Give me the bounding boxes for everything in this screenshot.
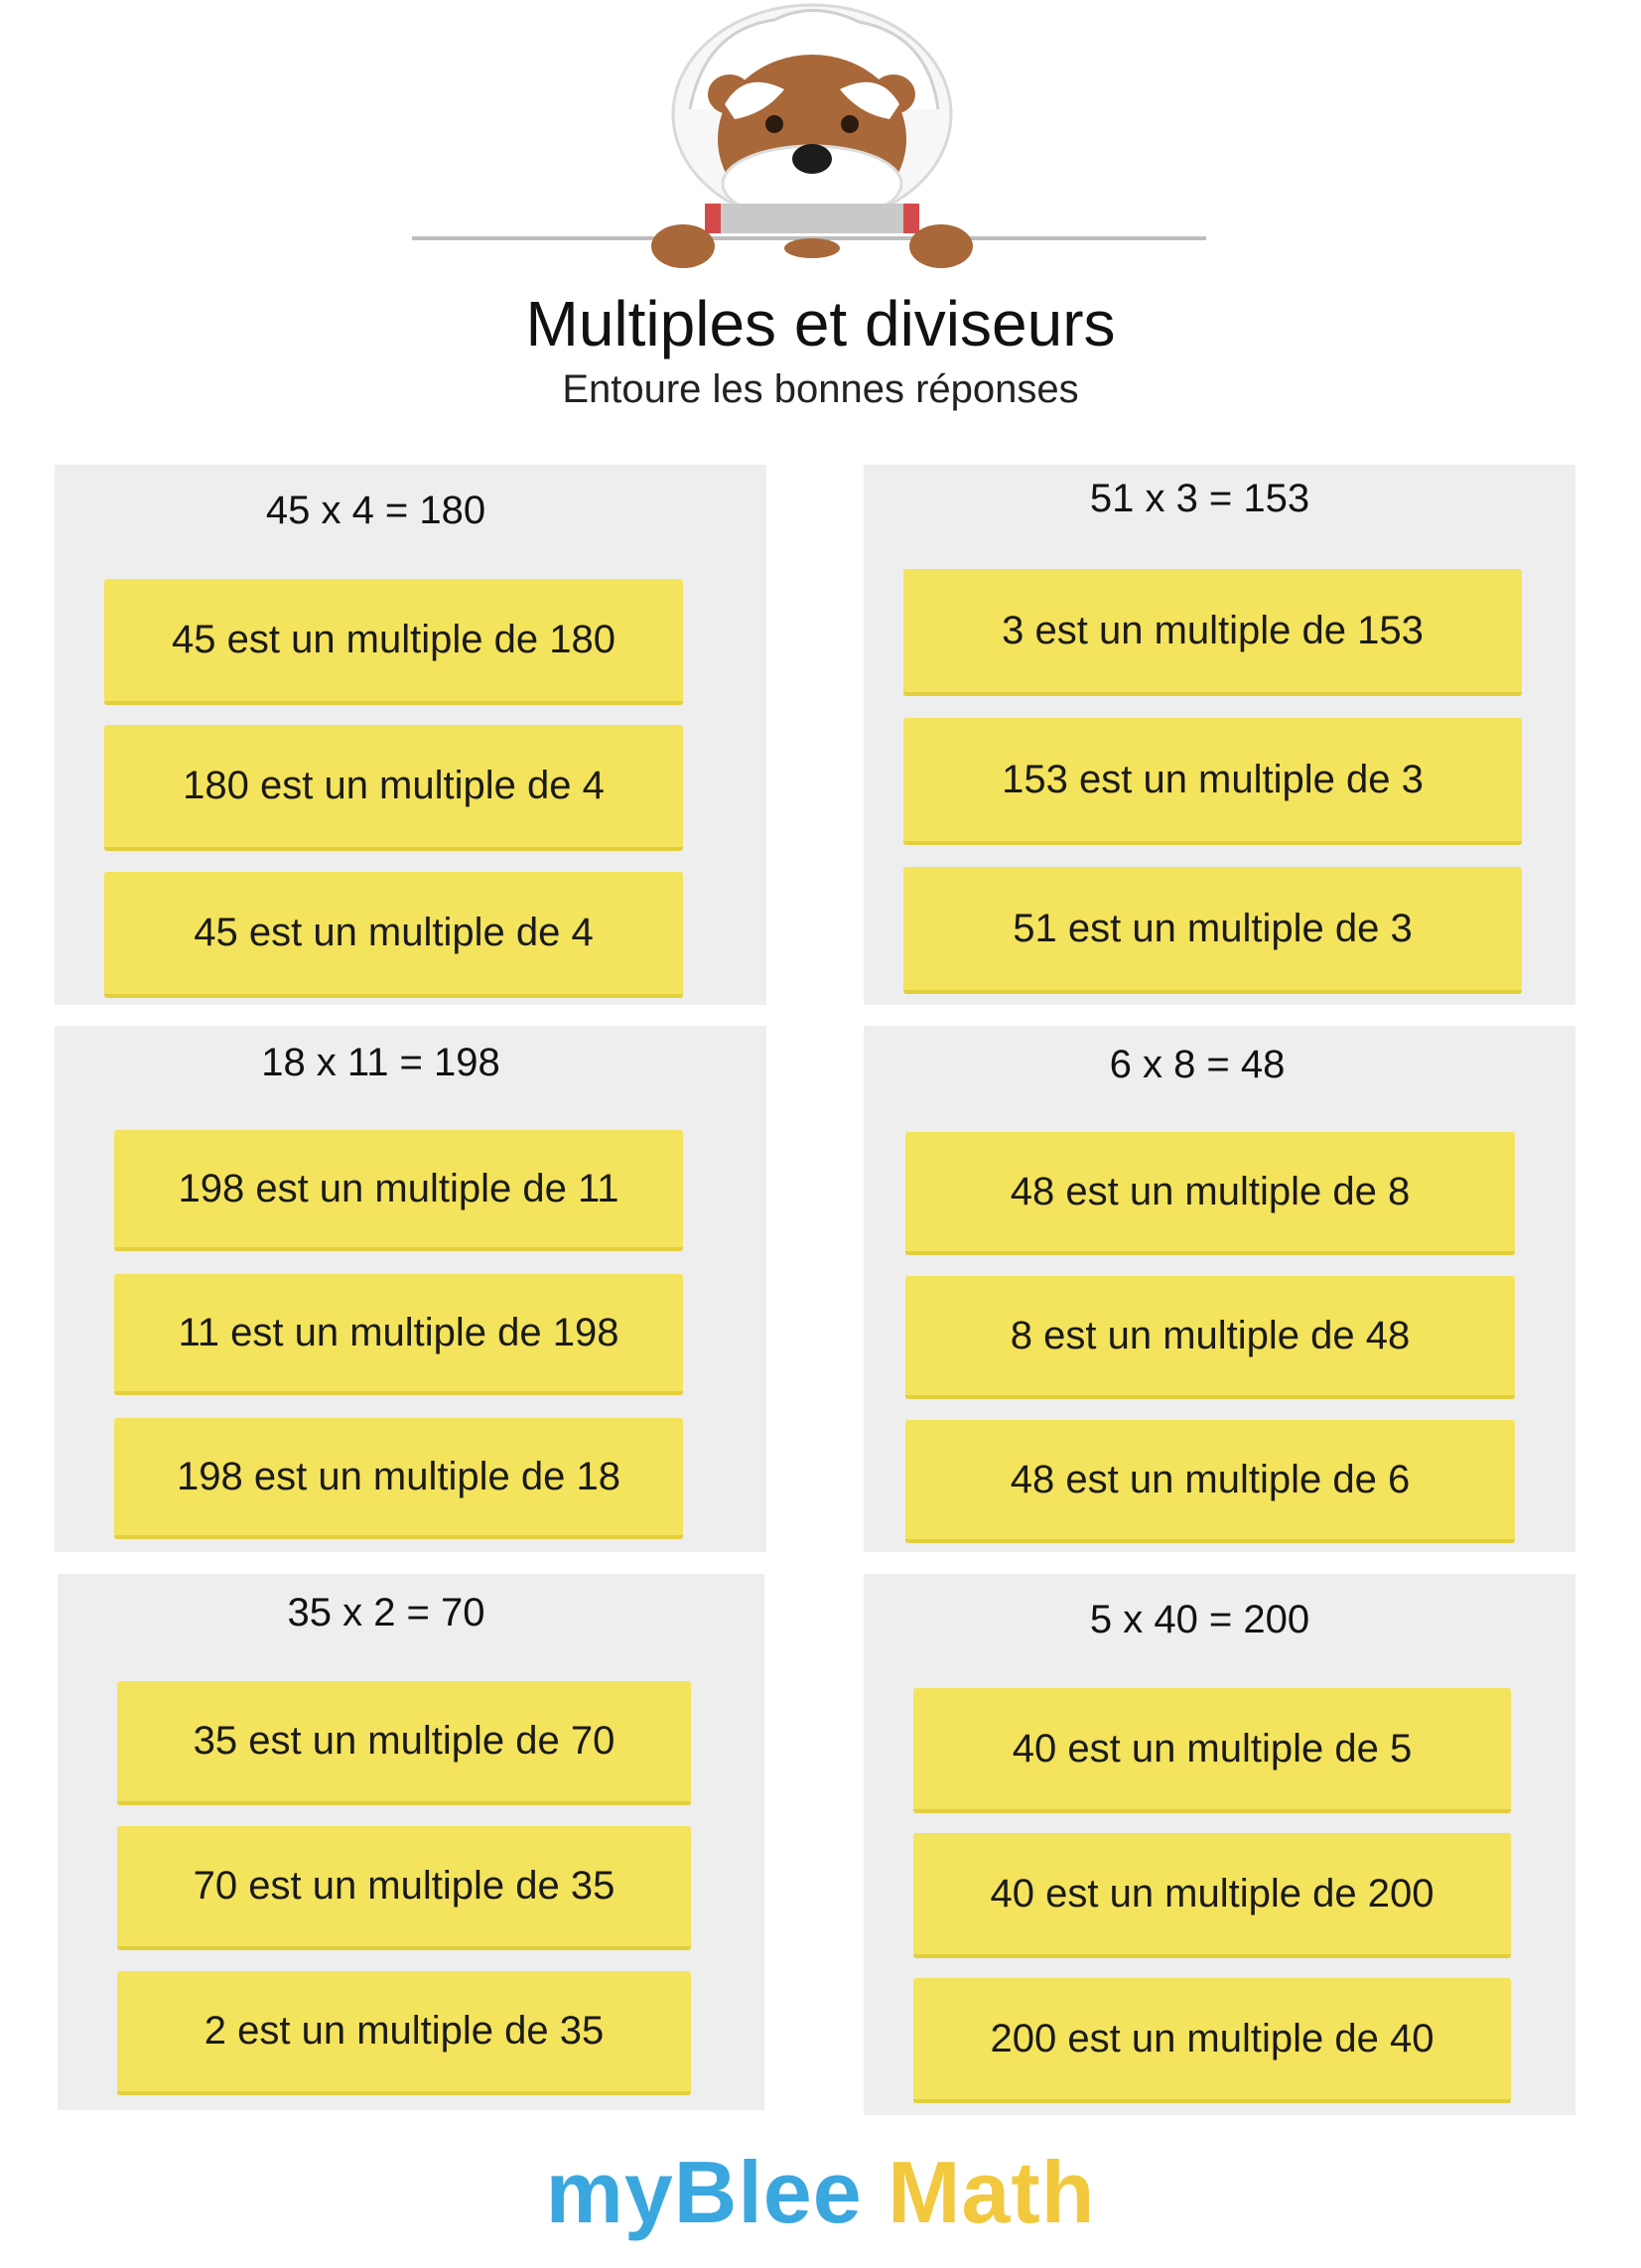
exercise-card-2: [864, 465, 1575, 1005]
answer-option[interactable]: 8 est un multiple de 48: [905, 1276, 1515, 1399]
answer-option[interactable]: 45 est un multiple de 4: [104, 872, 683, 998]
mascot-bear-illustration: [407, 0, 1221, 273]
exercise-card-3: [55, 1026, 766, 1552]
answer-option[interactable]: 11 est un multiple de 198: [114, 1274, 683, 1395]
exercise-equation: 35 x 2 = 70: [287, 1591, 485, 1634]
answer-option[interactable]: 35 est un multiple de 70: [117, 1681, 691, 1805]
answer-option[interactable]: 2 est un multiple de 35: [117, 1971, 691, 2095]
exercise-card-1: [55, 465, 766, 1005]
exercise-equation: 5 x 40 = 200: [1089, 1598, 1310, 1641]
answer-option[interactable]: 48 est un multiple de 8: [905, 1132, 1515, 1255]
logo-text-myblee: myBlee: [545, 2143, 863, 2241]
exercise-equation: 51 x 3 = 153: [1089, 477, 1310, 520]
exercise-equation: 6 x 8 = 48: [1109, 1043, 1286, 1086]
myblee-math-logo: [0, 2143, 1641, 2242]
page-title: Multiples et diviseurs: [525, 288, 1116, 359]
answer-option[interactable]: 40 est un multiple de 5: [913, 1688, 1511, 1813]
answer-option[interactable]: 3 est un multiple de 153: [903, 569, 1522, 696]
exercise-card-4: [864, 1026, 1575, 1552]
page-subtitle: Entoure les bonnes réponses: [562, 367, 1079, 411]
answer-option[interactable]: 153 est un multiple de 3: [903, 718, 1522, 845]
answer-option[interactable]: 40 est un multiple de 200: [913, 1833, 1511, 1958]
answer-option[interactable]: 70 est un multiple de 35: [117, 1826, 691, 1950]
answer-option[interactable]: 198 est un multiple de 18: [114, 1418, 683, 1539]
exercise-equation: 18 x 11 = 198: [261, 1041, 500, 1084]
logo-text-math: Math: [862, 2143, 1096, 2241]
exercise-equation: 45 x 4 = 180: [265, 489, 486, 532]
answer-option[interactable]: 198 est un multiple de 11: [114, 1130, 683, 1251]
answer-option[interactable]: 180 est un multiple de 4: [104, 725, 683, 851]
exercise-card-5: [58, 1574, 764, 2110]
answer-option[interactable]: 200 est un multiple de 40: [913, 1978, 1511, 2103]
answer-option[interactable]: 45 est un multiple de 180: [104, 579, 683, 705]
exercise-card-6: [864, 1574, 1575, 2115]
answer-option[interactable]: 48 est un multiple de 6: [905, 1420, 1515, 1543]
answer-option[interactable]: 51 est un multiple de 3: [903, 867, 1522, 994]
